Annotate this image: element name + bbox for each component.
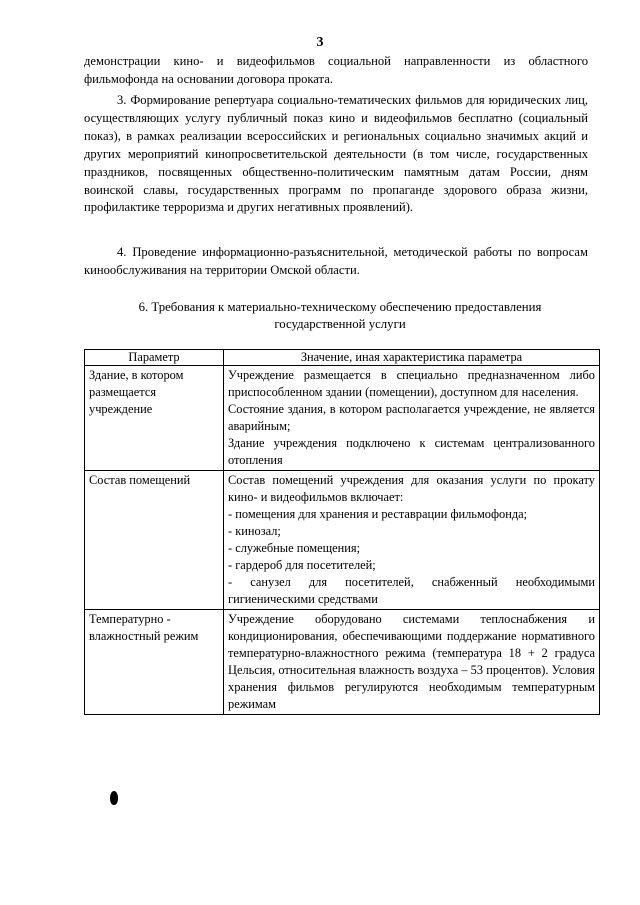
table-row — [85, 471, 600, 610]
value-line: - кинозал; — [228, 524, 281, 538]
value-line: - помещения для хранения и реставрации фильмофонда; — [228, 507, 528, 521]
row-parameter-name: Здание, в котором размещается учреждение — [85, 366, 224, 471]
paragraph-continuation: демонстрации кино- и видеофильмов социальной направленности из областного фильмофонда на основании договора проката. — [84, 54, 588, 86]
row-parameter-value — [224, 471, 600, 610]
section-title-line-1: 6. Требования к материально-техническому обеспечению предоставления — [138, 300, 542, 314]
value-line: Состав помещений учреждения для оказания услуги по прокату кино- и видеофильмов включает: — [228, 473, 595, 504]
value-line: - гардероб для посетителей; — [228, 558, 376, 572]
header-value: Значение, иная характеристика параметра — [224, 350, 600, 366]
row-parameter-name: Температурно - влажностный режим — [85, 610, 224, 715]
value-line: - служебные помещения; — [228, 541, 361, 555]
table-header-row — [85, 350, 600, 366]
value-line: Состояние здания, в котором располагается учреждение, не является аварийным; — [228, 402, 595, 433]
section-title-line-2: государственной услуги — [274, 317, 406, 331]
ink-blot — [110, 791, 118, 805]
row-parameter-value — [224, 610, 600, 715]
page-number: 3 — [316, 35, 324, 50]
row-parameter-value — [224, 366, 600, 471]
paragraph-item-4: 4. Проведение информационно-разъяснительной, методической работы по вопросам кинообслуживания на территории Омской области. — [84, 245, 588, 277]
value-line: Учреждение размещается в специально предназначенном либо приспособленном здании (помещении), доступном для населения. — [228, 368, 595, 399]
value-line: Учреждение оборудовано системами теплоснабжения и кондиционирования, обеспечивающими поддержание нормативного температурно-влажностного режима (температура 18 + 2 градуса Цельсия, относительная влажность воздуха – 53 процентов). Условия хранения фильмов регулируются необходимым температурным режимам — [228, 612, 595, 711]
requirements-table — [84, 349, 600, 715]
table-row — [85, 610, 600, 715]
row-parameter-name: Состав помещений — [85, 471, 224, 610]
value-line: - санузел для посетителей, снабженный необходимыми гигиеническими средствами — [228, 575, 595, 606]
table-row — [85, 366, 600, 471]
section-title — [84, 299, 596, 333]
paragraph-item-3: 3. Формирование репертуара социально-тематических фильмов для юридических лиц, осуществляющих услугу публичный показ кино и видеофильмов бесплатно (социальный показ), в рамках реализации всероссийских и региональных социально значимых акций и других мероприятий кинопросветительской деятельности (в том числе, государственных праздников, посвященных общественно-политическим памятным датам России, дням воинской славы, государственных программ по пропаганде здорового образа жизни, профилактике терроризма и других негативных проявлений). — [84, 93, 588, 215]
value-line: Здание учреждения подключено к системам централизованного отопления — [228, 436, 595, 467]
header-parameter: Параметр — [85, 350, 224, 366]
